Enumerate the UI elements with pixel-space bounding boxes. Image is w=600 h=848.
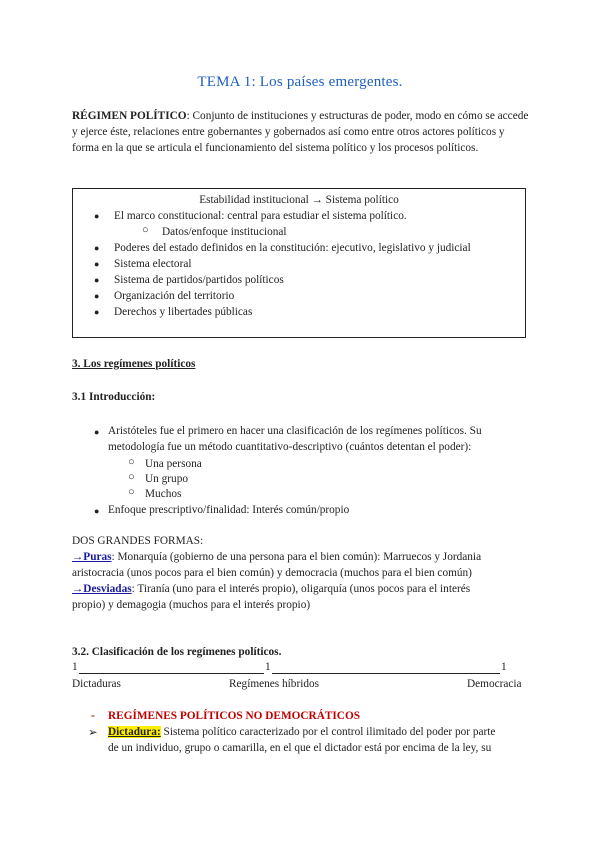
intro-paragraph (72, 108, 530, 156)
bullet-dot-icon: ● (94, 307, 100, 317)
box-item: Derechos y libertades públicas (114, 306, 253, 318)
dictadura-line-1 (108, 726, 495, 738)
list-item: Un grupo (145, 473, 188, 485)
box-item: Poderes del estado definidos en la constitución: ejecutivo, legislativo y judicial (114, 242, 471, 254)
circle-bullet-icon: ○ (128, 456, 135, 468)
dictadura-line-2: de un individuo, grupo o camarilla, en el que el dictador está por encima de la ley, su (108, 742, 492, 754)
bullet-dot-icon: ● (94, 275, 100, 285)
bullet-dot-icon: ● (94, 291, 100, 301)
bullet-dot-icon: ● (94, 427, 100, 437)
box-item: Sistema electoral (114, 258, 192, 270)
bullet-dot-icon: ● (94, 506, 100, 516)
circle-bullet-icon: ○ (142, 224, 149, 236)
scale-line (79, 673, 264, 674)
bullet-dot-icon: ● (94, 259, 100, 269)
scale-mark: 1 (501, 661, 507, 673)
dictadura-text: Sistema político caracterizado por el control ilimitado del poder por parte (160, 726, 496, 738)
desviadas-text: : Tiranía (uno para el interés propio), oligarquía (unos pocos para el interés (131, 583, 471, 595)
box-item: Sistema de partidos/partidos políticos (114, 274, 284, 286)
section-31-heading: 3.1 Introducción: (72, 391, 156, 403)
puras-label: →Puras (72, 551, 112, 563)
circle-bullet-icon: ○ (128, 486, 135, 498)
scale-label-democracia: Democracia (467, 678, 522, 690)
puras-line-2: aristocracia (unos pocos para el bien común) y democracia (muchos para el bien común) (72, 567, 472, 579)
box-subitem: Datos/enfoque institucional (162, 226, 287, 238)
aristotle-line-1: Aristóteles fue el primero en hacer una clasificación de los regímenes políticos. Su (108, 425, 482, 437)
section-3-heading: 3. Los regímenes políticos (72, 358, 196, 370)
aristotle-line-2: metodología fue un método cuantitativo-descriptivo (cuántos detentan el poder): (108, 441, 472, 453)
desviadas-line-2: propio) y demagogia (muchos para el interés propio) (72, 599, 311, 611)
approach-item: Enfoque prescriptivo/finalidad: Interés común/propio (108, 504, 350, 516)
desviadas-line-1 (72, 581, 470, 597)
scale-label-dictaduras: Dictaduras (72, 678, 121, 690)
nondem-heading: REGÍMENES POLÍTICOS NO DEMOCRÁTICOS (108, 710, 361, 722)
section-32-heading: 3.2. Clasificación de los regímenes políticos. (72, 646, 282, 658)
intro-text: : Conjunto de instituciones y estructuras de poder, modo en cómo se accede y ejerce éste, relaciones entre gobernantes y gobernados así como entre otros actores políticos y forma en la que se articula el funcionamiento del sistema político y los procesos políticos. (72, 110, 529, 154)
scale-line (272, 673, 500, 674)
arrow-bullet-icon: ➢ (88, 727, 98, 739)
box-item: El marco constitucional: central para estudiar el sistema político. (114, 210, 407, 222)
puras-line-1 (72, 549, 481, 565)
list-item: Muchos (145, 488, 182, 500)
desviadas-label: →Desviadas (72, 583, 132, 595)
bullet-dot-icon: ● (94, 243, 100, 253)
box-heading: Estabilidad institucional → Sistema político (199, 194, 399, 206)
page-title: TEMA 1: Los países emergentes. (197, 74, 403, 90)
scale-mark: 1 (265, 661, 271, 673)
puras-text: : Monarquía (gobierno de una persona para el bien común): Marruecos y Jordania (111, 551, 482, 563)
scale-mark: 1 (72, 661, 78, 673)
bullet-dot-icon: ● (94, 211, 100, 221)
dictadura-term: Dictadura: (108, 726, 161, 738)
circle-bullet-icon: ○ (128, 471, 135, 483)
list-item: Una persona (145, 458, 202, 470)
intro-term: RÉGIMEN POLÍTICO (72, 110, 187, 122)
dash-marker: - (91, 710, 95, 722)
box-item: Organización del territorio (114, 290, 235, 302)
forms-heading: DOS GRANDES FORMAS: (72, 535, 204, 547)
scale-label-hibridos: Regímenes híbridos (229, 678, 320, 690)
